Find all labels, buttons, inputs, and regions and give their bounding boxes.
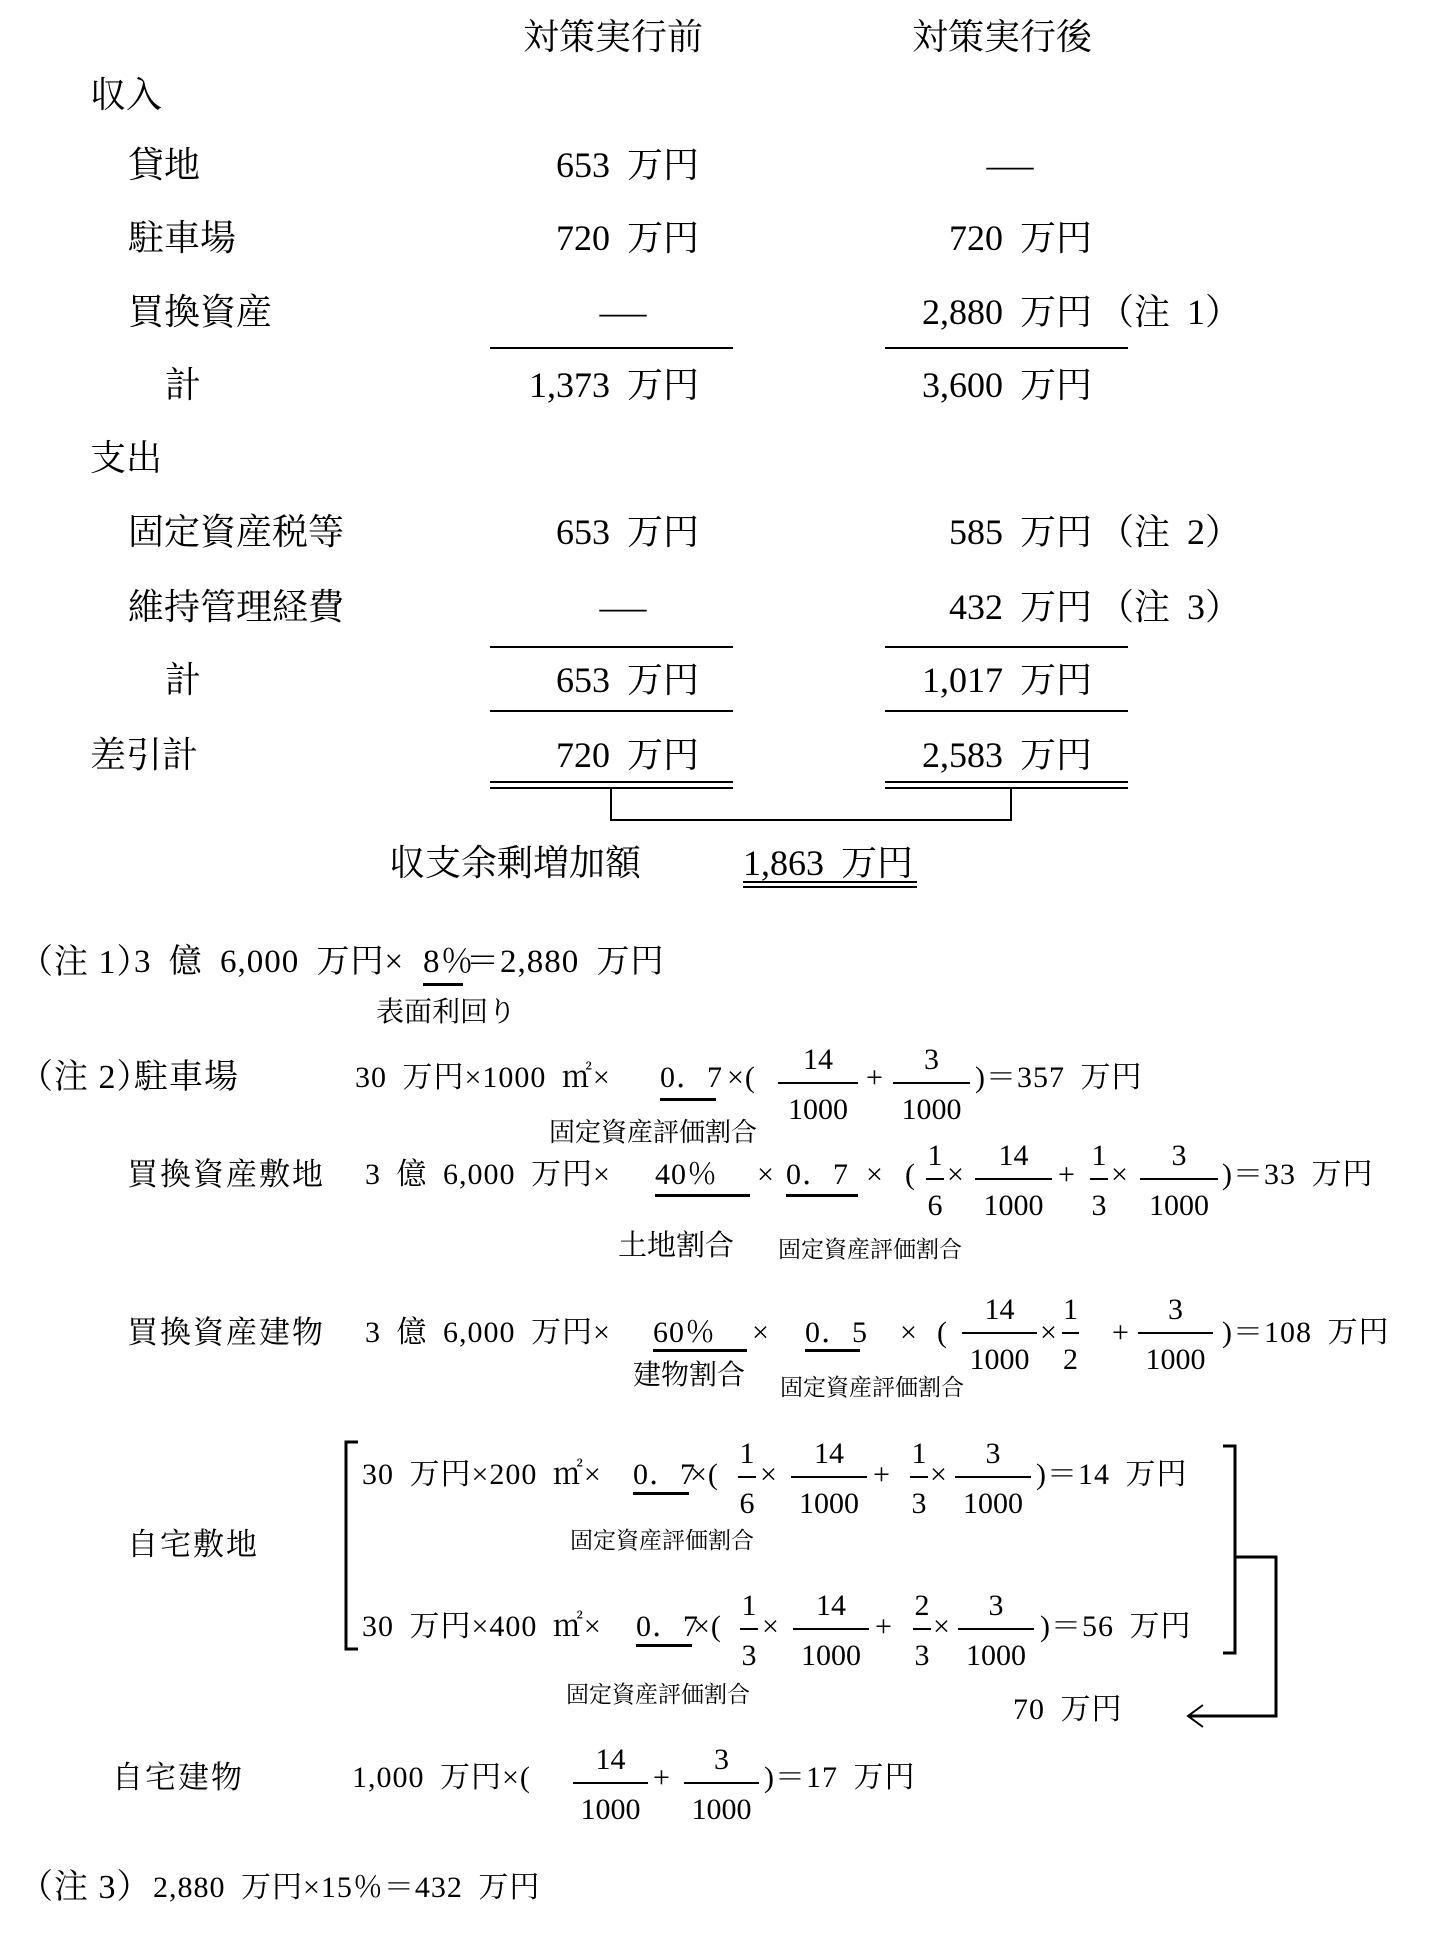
item-label: 自宅建物: [112, 1760, 244, 1795]
note1-label: （注 1）: [19, 944, 152, 981]
underlined-building-ratio: 60％: [653, 1318, 747, 1348]
formula-operator: ×: [866, 1158, 884, 1191]
formula-text: 1,000 万円×(: [352, 1761, 531, 1794]
formula-text: 3 億 6,000 万円×: [365, 1316, 611, 1349]
caption-assessment-ratio: 固定資産評価割合: [549, 1118, 758, 1147]
fraction-numerator: 1: [741, 1589, 757, 1622]
fraction-denominator: 6: [927, 1189, 943, 1222]
formula-text: ×(: [727, 1061, 756, 1094]
fraction-numerator: 1: [911, 1437, 927, 1470]
formula-text: ×(: [693, 1610, 722, 1643]
formula-text: 30 万円×1000 ㎡×: [355, 1061, 611, 1094]
increase-label: 収支余剰増加額: [389, 843, 642, 883]
fraction-numerator: 1: [1091, 1139, 1107, 1172]
item-label: 買換資産建物: [127, 1315, 325, 1350]
caption-building-ratio: 建物割合: [633, 1360, 746, 1391]
double-rule-before-top: [490, 781, 733, 783]
double-rule-after-top: [885, 781, 1128, 783]
formula-operator: ×: [752, 1316, 770, 1349]
fraction-numerator: 3: [1168, 1293, 1183, 1326]
formula-operator: ×: [947, 1158, 965, 1191]
formula-text: 30 万円×400 ㎡×: [362, 1610, 602, 1643]
fraction-numerator: 3: [985, 1437, 1001, 1470]
subtotal-rule-before: [490, 646, 733, 648]
value-after: 432 万円: [948, 587, 1092, 627]
fraction-denominator: 1000: [788, 1093, 848, 1126]
row-label: 買換資産: [128, 292, 273, 332]
fraction-denominator: 1000: [580, 1793, 641, 1826]
formula-text: 2,880 万円×15％＝432 万円: [153, 1871, 541, 1904]
fraction-numerator: 14: [984, 1293, 1015, 1326]
item-label-home-land: 自宅敷地: [127, 1527, 259, 1562]
note-reference: （注 3）: [1098, 587, 1242, 627]
fraction-bar: [913, 1628, 931, 1630]
fraction-numerator: 1: [927, 1139, 943, 1172]
fraction-bar: [926, 1178, 944, 1180]
increase-double-underline-top: [743, 881, 917, 883]
formula-paren: (: [937, 1316, 948, 1349]
value-after: 720 万円: [948, 218, 1092, 258]
fraction-numerator: 14: [816, 1589, 846, 1622]
fraction-denominator: 1000: [963, 1487, 1023, 1520]
formula-operator: ×: [1040, 1316, 1058, 1349]
fraction-numerator: 3: [1171, 1139, 1187, 1172]
underlined-factor: 0．7: [636, 1610, 699, 1643]
value-after: 2,880 万円: [921, 292, 1092, 332]
net-before: 720 万円: [555, 735, 699, 775]
caption-surface-yield: 表面利回り: [376, 997, 517, 1028]
difference-bracket: [611, 789, 1011, 820]
total-after: 3,600 万円: [921, 365, 1092, 405]
row-label: 貸地: [128, 145, 201, 185]
formula-paren: (: [905, 1158, 916, 1191]
value-before: 720 万円: [555, 218, 699, 258]
note-reference: （注 2）: [1098, 512, 1242, 552]
fraction-bar: [791, 1476, 867, 1478]
fraction-bar: [1138, 1332, 1213, 1334]
fraction-bar: [1090, 1178, 1108, 1180]
value-after-empty-dash: —: [986, 145, 1034, 185]
formula-operator: ×: [900, 1316, 918, 1349]
increase-value: 1,863 万円: [743, 843, 914, 883]
formula-text: ＝2,880 万円: [466, 944, 665, 980]
item-label: 買換資産敷地: [127, 1157, 325, 1192]
fraction-bar: [738, 1476, 756, 1478]
formula-text: ×(: [690, 1458, 719, 1491]
fraction-denominator: 1000: [969, 1343, 1030, 1376]
fraction-denominator: 1000: [1145, 1343, 1206, 1376]
note2-label: （注 2）: [19, 1059, 152, 1096]
underlined-factor: 0．5: [805, 1316, 868, 1349]
fraction-numerator: 3: [714, 1743, 729, 1776]
fraction-denominator: 3: [914, 1639, 930, 1672]
fraction-numerator: 1: [1063, 1293, 1078, 1326]
double-rule-before-bottom: [490, 787, 733, 789]
fraction-bar: [1062, 1332, 1079, 1334]
fraction-bar: [684, 1782, 759, 1784]
caption-assessment-ratio: 固定資産評価割合: [780, 1375, 964, 1400]
increase-double-underline-bottom: [743, 886, 917, 888]
caption-assessment-ratio: 固定資産評価割合: [566, 1682, 750, 1707]
fraction-denominator: 1000: [901, 1093, 962, 1126]
fraction-bar: [1140, 1178, 1218, 1180]
sum-connector-line: [1188, 1557, 1276, 1716]
formula-result: )＝357 万円: [975, 1061, 1143, 1094]
fraction-bar: [962, 1332, 1037, 1334]
double-rule-after-bottom: [885, 787, 1128, 789]
net-after: 2,583 万円: [921, 735, 1092, 775]
left-square-bracket: [346, 1442, 358, 1649]
fraction-bar: [573, 1782, 648, 1784]
fraction-numerator: 14: [998, 1139, 1029, 1172]
value-before: 653 万円: [555, 512, 699, 552]
total-label: 計: [165, 660, 202, 700]
arrow-left-icon: [1188, 1705, 1203, 1727]
formula-operator: +: [873, 1458, 891, 1491]
fraction-denominator: 2: [1063, 1343, 1078, 1376]
fraction-numerator: 14: [814, 1437, 844, 1470]
total-label: 計: [165, 365, 202, 405]
underlined-yield-rate: 8％: [423, 944, 475, 980]
fraction-denominator: 1000: [1149, 1189, 1209, 1222]
formula-operator: ×: [760, 1458, 778, 1491]
fraction-bar: [955, 1476, 1031, 1478]
row-label: 駐車場: [128, 218, 237, 258]
underlined-factor: 0．7: [660, 1061, 723, 1094]
subtotal-rule-after: [885, 646, 1128, 648]
right-square-bracket: [1223, 1446, 1235, 1653]
caption-assessment-ratio: 固定資産評価割合: [570, 1528, 754, 1553]
caption-assessment-ratio: 固定資産評価割合: [778, 1237, 962, 1262]
net-label: 差引計: [90, 735, 199, 775]
formula-result: )＝14 万円: [1036, 1458, 1188, 1491]
fraction-numerator: 1: [739, 1437, 755, 1470]
underlined-factor: 0．7: [786, 1160, 858, 1190]
formula-result: )＝56 万円: [1040, 1610, 1192, 1643]
fraction-bar: [958, 1628, 1034, 1630]
fraction-denominator: 1000: [801, 1639, 861, 1672]
fraction-bar: [740, 1628, 758, 1630]
formula-text: 3 億 6,000 万円×: [134, 944, 405, 980]
fraction-denominator: 3: [1091, 1189, 1107, 1222]
formula-operator: ×: [762, 1610, 780, 1643]
fraction-bar: [910, 1476, 928, 1478]
fraction-numerator: 14: [803, 1043, 833, 1076]
formula-operator: ×: [757, 1158, 775, 1191]
value-after: 585 万円: [948, 512, 1092, 552]
total-rule-before: [490, 710, 733, 712]
fraction-denominator: 3: [911, 1487, 927, 1520]
column-header-before: 対策実行前: [522, 17, 703, 57]
formula-text: 30 万円×200 ㎡×: [362, 1458, 602, 1491]
formula-result: )＝17 万円: [764, 1761, 916, 1794]
note-reference: （注 1）: [1098, 292, 1242, 332]
formula-operator: ×: [933, 1610, 951, 1643]
value-before: 653 万円: [555, 145, 699, 185]
fraction-numerator: 14: [595, 1743, 626, 1776]
formula-operator: ×: [1111, 1158, 1129, 1191]
formula-operator: +: [653, 1761, 671, 1794]
formula-result: )＝33 万円: [1222, 1158, 1374, 1191]
value-before-empty-dash: —: [599, 587, 647, 627]
item-label: 駐車場: [134, 1059, 239, 1096]
section-label-expense: 支出: [90, 438, 163, 478]
home-land-total: 70 万円: [1013, 1693, 1123, 1726]
underlined-factor: 0．7: [633, 1458, 696, 1491]
row-label: 固定資産税等: [128, 512, 345, 552]
total-rule-after: [885, 710, 1128, 712]
formula-operator: +: [1112, 1316, 1130, 1349]
total-before: 653 万円: [555, 660, 699, 700]
fraction-numerator: 2: [914, 1589, 930, 1622]
formula-text: 3 億 6,000 万円×: [365, 1158, 611, 1191]
fraction-denominator: 6: [739, 1487, 755, 1520]
fraction-denominator: 1000: [799, 1487, 859, 1520]
formula-operator: ×: [930, 1458, 948, 1491]
fraction-numerator: 3: [988, 1589, 1004, 1622]
formula-result: )＝108 万円: [1222, 1316, 1390, 1349]
section-label-income: 収入: [90, 75, 163, 115]
row-label: 維持管理経費: [128, 587, 345, 627]
subtotal-rule-before: [490, 347, 733, 349]
value-before-empty-dash: —: [599, 292, 647, 332]
fraction-denominator: 3: [741, 1639, 757, 1672]
fraction-denominator: 1000: [691, 1793, 752, 1826]
fraction-denominator: 1000: [966, 1639, 1026, 1672]
caption-land-ratio: 土地割合: [618, 1230, 735, 1262]
formula-operator: +: [1058, 1158, 1076, 1191]
total-after: 1,017 万円: [921, 660, 1092, 700]
fraction-bar: [778, 1082, 858, 1084]
total-before: 1,373 万円: [528, 365, 699, 405]
column-header-after: 対策実行後: [911, 17, 1092, 57]
formula-operator: +: [866, 1061, 884, 1094]
fraction-bar: [893, 1082, 970, 1084]
underlined-land-ratio: 40％: [655, 1160, 750, 1190]
subtotal-rule-after: [885, 347, 1128, 349]
fraction-bar: [975, 1178, 1052, 1180]
fraction-denominator: 1000: [983, 1189, 1044, 1222]
fraction-bar: [793, 1628, 869, 1630]
formula-operator: +: [875, 1610, 893, 1643]
fraction-numerator: 3: [924, 1043, 939, 1076]
note3-label: （注 3）: [19, 1869, 152, 1906]
